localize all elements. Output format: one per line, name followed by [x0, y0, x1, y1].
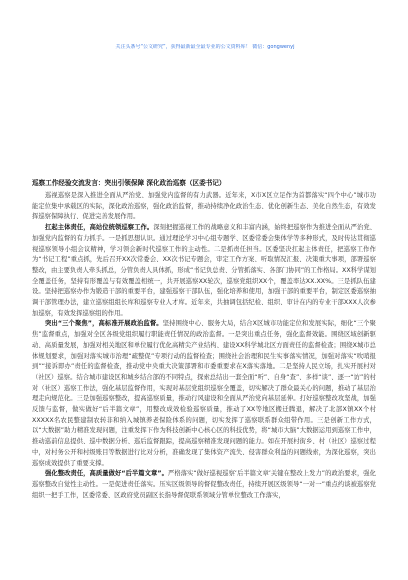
paragraph-responsibility — [32, 223, 376, 319]
paragraph-lead: 突出“三个聚焦”，高标准开展政治监督。 — [45, 320, 163, 328]
paragraph-text: 深刻把握巡视工作的战略意义和丰富内涵，始终把巡察作为推进全面从严治党、加强党内监督的有力抓手。一是抓思想认识。通过理论学习中心组专题学、区委常委会集体学等多种形式，及时传达贯彻巡视巡察领导小组会议精神，学习领会新时代巡察工作的主动性。二是抓责任担当。区委坚决扛起主体责任，把巡察工作作为“书记工程”重点抓，先后召开XX次常委会、XX次书记专题会，审定工作方案、听取情况汇报、决策重大事项，部署巡察整改，由主要负责人牵头抓总，分管负责人具体抓，形成“书记负总责、分管抓落实、各部门协同”的工作格局。XX科学谋划全覆盖任务，坚持有形覆盖与有效覆盖相统一，共开展巡察XX轮次，巡察党组织XX个，覆盖率达XX.XX%。三是抓队伍建设。坚持把巡察办作为锻造干部的重要平台，建强巡察干部队伍，强化培养和使用，加强干部的重要平台，制定区委巡察抽调干部管理办法，建立巡察组组长库和巡察专业人才库。近年来，共抽调包括纪检、组织、审计在内的专业干部XXX人次参加巡察，有效发挥巡察组的作用。 — [32, 224, 377, 317]
paragraph-text: 坚持围绕中心、服务大局，结合X区城市功能定位和发展实际，细化“三个聚焦”监督重点，加强对全区各级党组织履行职能责任情况的政治监督。一是突出重点任务，强化监督效能。围绕区域创新驱动、高质量发展，加强对相关地区和单位履行优化高精尖产业结构、建设XX科学城北区方面责任的监督检查；围绕X城市总体规划要求，加强对落实城市治理“疏整促”专项行动的监督检查；围绕社会治理和民生实事落实情况，加强对落实“吹哨报到”“接诉即办”责任的监督检查，推动党中央重大决策部署和市委重要求在X落实落地。二是坚持人民立场，扎实开展村对（社区）巡察。结合城市建设区和城乡结合部的不同特点，探索总结出一套全面“听”、自身“查”、多样“谈”、逐一“访”的村对（社区）巡察工作法，强化基层监督作用，实现对基层党组织巡察全覆盖，切实解决了群众最关心的问题，推动了基层治理走向规范化。三是加强巡察整改，提高巡察质量，推动行风建设和全面从严治党向基层延伸。打好巡察整改攻坚战，加强反馈与监督，做实做好“后半篇文章”，用整改成效检验巡察质量，推动了XX等地区搬迁腾退，解决了北部X镇XX个村XXXXX名农民整建制农转非和纳入城镇养老保险体系的问题，切实发挥了巡察联系群众组带作用。三是创新工作方式，以“大数据”助力精准发现问题，注重发挥下作为科技创新中心核心区的科技优势，将“城市大脑”大数据运用到巡察工作中，推动巡前信息提供、巡中数据分析、巡后监督跟踪，提高巡察精准发现问题的能力。如在开展村街乡、村（社区）巡察过程中，对村务公开和村级账目等数据进行比对分析，准确发现了集体资产流失、侵害群众利益的问题线索，为深化巡察，突出巡察成效提供了重要支撑。 — [32, 320, 376, 467]
paragraph-text: 严格落实“做好巡视巡察‘后半篇文章’关键在整改上发力”的政治要求，强化巡察整改自觉性主动性。一是促进责任落实。压实区级领导的督促整改责任，持续开展区级领导“一对一”重点约谈被巡察党组织一把手工作，区委常委、区政府党员副区长指导督促联系领域分管单位整改工作落实， — [32, 470, 376, 499]
paragraph-text: 巡视巡察是深入推进全面从严治党、加强党内监督的有力武器。近年来，X市X区立足作为首都落实“四个中心”城市功能定位集中承载区的实际，深化政治巡察，强化政治监督，推动持续净化政治生态、优化创新生态、美化自然生态，有效发挥巡察保障执行、促进完善发展作用。 — [32, 192, 376, 221]
paragraph-supervision — [32, 319, 376, 469]
promo-text: 关注头条号“公文研究”，获得最新最全最专业的公文资料库！ 微信：gongwenyj — [115, 44, 295, 50]
paragraph-lead: 扛起主体责任，高站位统领巡察工作。 — [45, 224, 154, 232]
document-body — [32, 178, 376, 501]
paragraph-rectification — [32, 469, 376, 501]
header-banner — [0, 0, 408, 100]
document-title: 巡察工作经验交流发言：突出引领保障 深化政治巡察（区委书记） — [32, 179, 226, 187]
paragraph-lead: 强化整改责任，高质量做好“后半篇文章”。 — [45, 470, 168, 478]
paragraph-intro — [32, 191, 376, 223]
